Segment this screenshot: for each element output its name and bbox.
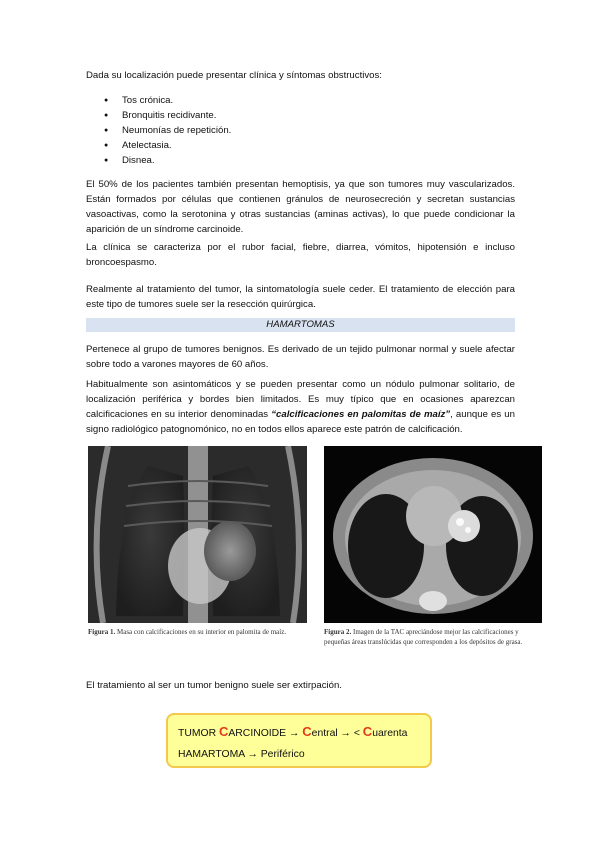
mnemonic-letter: C — [218, 724, 229, 739]
mnemonic-text: uarenta — [372, 728, 408, 739]
figure2-caption — [324, 627, 544, 647]
figure-label: Figura 1. — [88, 628, 116, 636]
mnemonic-text: ARCINOIDE → — [228, 728, 303, 739]
caption-text: Imagen de la TAC apreciándose mejor las calcificaciones y pequeñas áreas translúcidas que corresponden a los depósitos de grasa. — [324, 628, 523, 646]
benign-treatment-paragraph: El tratamiento al ser un tumor benigno suele ser extirpación. — [86, 680, 342, 691]
mnemonic-line-carcinoid — [178, 724, 407, 739]
mnemonic-letter: C — [302, 724, 312, 739]
mnemonic-line-hamartoma: HAMARTOMA → Periférico — [178, 749, 305, 760]
list-item: ● Atelectasia. — [104, 138, 231, 153]
symptoms-list — [104, 93, 231, 168]
figures — [88, 446, 544, 656]
emphasis-text: “calcificaciones en palomitas de maíz” — [271, 409, 451, 420]
figure1-caption — [88, 627, 307, 637]
para-text: , aunque es un signo radiológico patognomónico, no en todos ellos aparece este patrón de calcificación. — [86, 409, 515, 435]
mnemonic-text: entral → < — [311, 728, 363, 739]
para-text: Habitualmente son asintomáticos y se pueden presentar como un nódulo pulmonar solitario, de localización periférica y bordes bien limitados. Es muy típico que en ocasiones aparezcan calcificaciones en su interior denominadas — [86, 379, 515, 420]
list-item: ● Neumonías de repetición. — [104, 123, 231, 138]
mnemonic-text: TUMOR — [178, 728, 219, 739]
clinical-paragraph: La clínica se caracteriza por el rubor facial, fiebre, diarrea, vómitos, hipotensión e incluso broncoespasmo. — [86, 242, 515, 268]
hemoptysis-paragraph: El 50% de los pacientes también presentan hemoptisis, ya que son tumores muy vascularizados. Están formados por células que contienen gránulos de neurosecreción y secretan sustancias vasoactivas, como la serotonina y otras sustancias (aminas activas), lo que puede condicionar la aparición de un síndrome carcinoide. — [86, 179, 515, 235]
list-item: ● Bronquitis recidivante. — [104, 108, 231, 123]
chest-xray-image — [88, 446, 307, 623]
intro-paragraph: Dada su localización puede presentar clínica y síntomas obstructivos: — [86, 70, 382, 81]
hamartoma-definition-paragraph: Pertenece al grupo de tumores benignos. Es derivado de un tejido pulmonar normal y suele afectar sobre todo a varones mayores de 60 años. — [86, 344, 515, 370]
mnemonic-letter: C — [362, 724, 373, 739]
ct-scan-image — [324, 446, 542, 623]
caption-text: Masa con calcificaciones en su interior en palomita de maíz. — [116, 628, 287, 636]
list-item: ● Tos crónica. — [104, 93, 231, 108]
figure-label: Figura 2. — [324, 628, 352, 636]
section-heading-hamartomas: HAMARTOMAS — [86, 318, 515, 332]
hamartoma-description-paragraph — [86, 377, 515, 437]
list-item: ● Disnea. — [104, 153, 231, 168]
mnemonic-box — [166, 713, 432, 768]
treatment-paragraph: Realmente al tratamiento del tumor, la sintomatología suele ceder. El tratamiento de elección para este tipo de tumores suele ser la resección quirúrgica. — [86, 284, 515, 310]
